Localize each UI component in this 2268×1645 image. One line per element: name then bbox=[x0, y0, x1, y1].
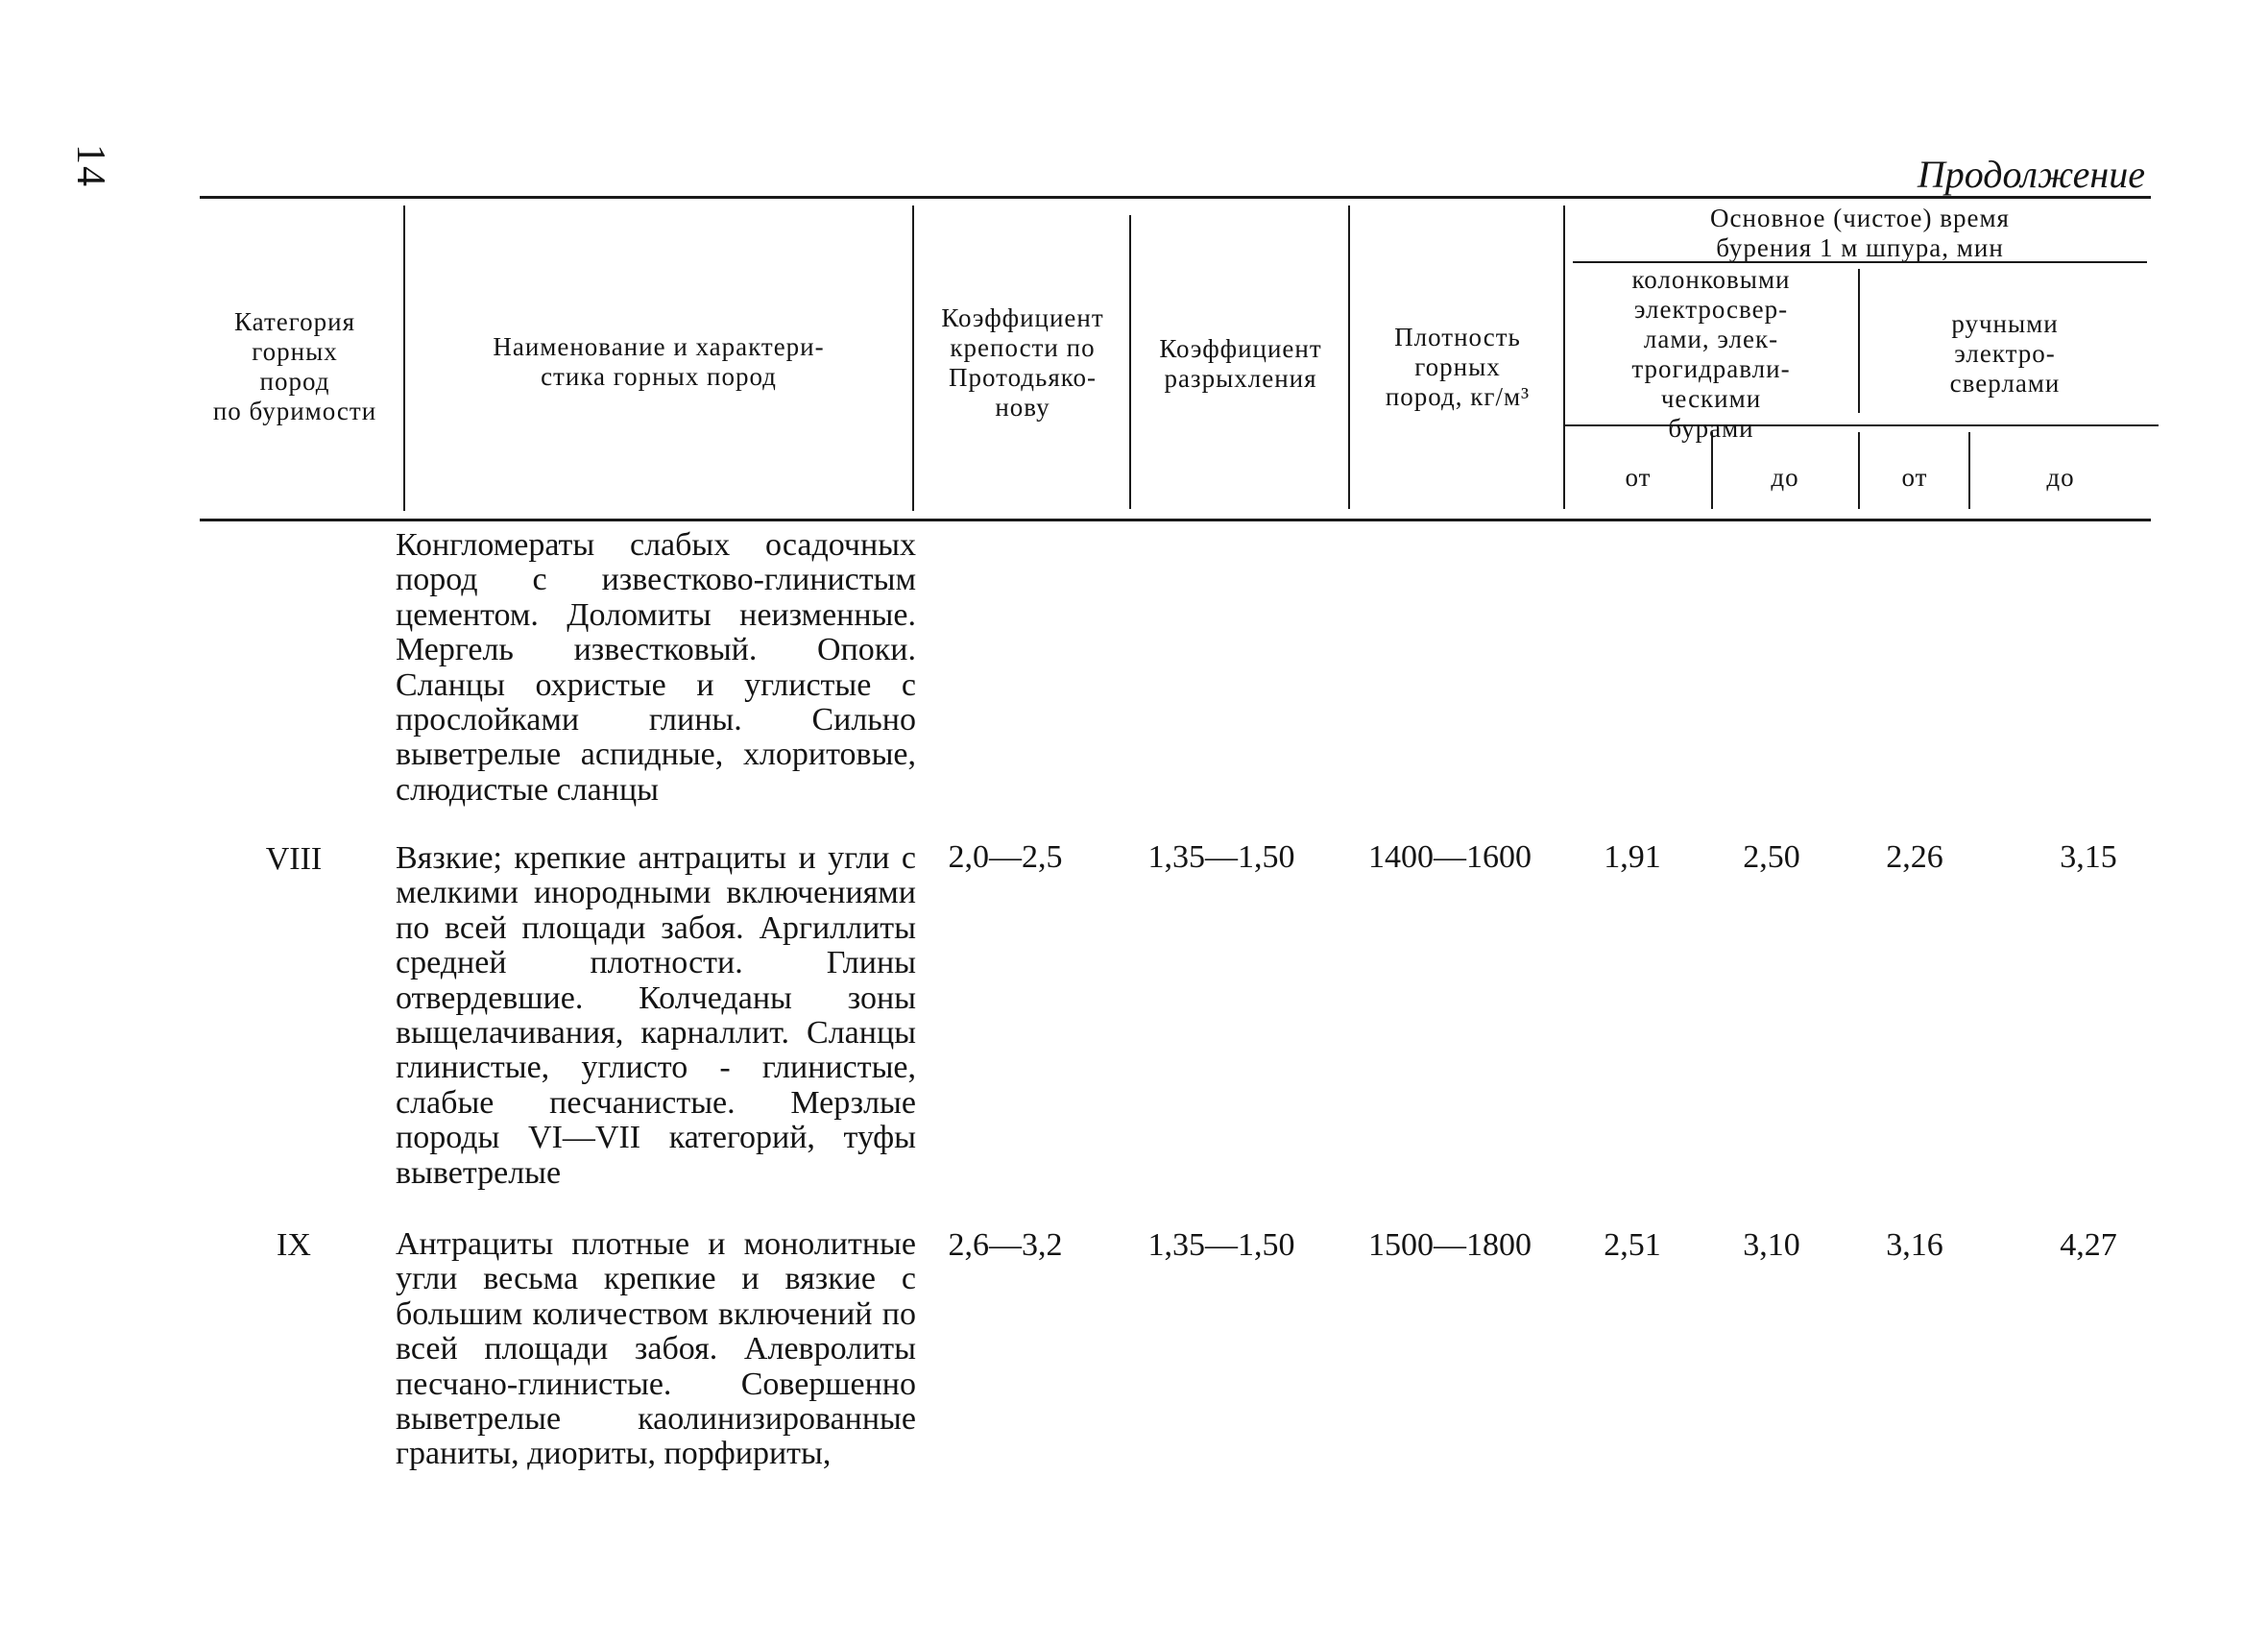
header-name: Наименование и характери- стика горных пород bbox=[493, 332, 825, 391]
header-drilling-time: Основное (чистое) время бурения 1 м шпура, мин bbox=[1710, 204, 2010, 262]
row-strength: 2,6—3,2 bbox=[948, 1227, 1063, 1263]
row-col-from: 1,91 bbox=[1604, 839, 1661, 875]
row-strength: 2,0—2,5 bbox=[948, 839, 1063, 875]
header-from-hand: от bbox=[1901, 463, 1928, 492]
row-hand-from: 3,16 bbox=[1886, 1227, 1943, 1263]
header-density: Плотность горных пород, кг/м³ bbox=[1385, 323, 1531, 411]
row-col-from: 2,51 bbox=[1604, 1227, 1661, 1263]
header-divider bbox=[1348, 206, 1350, 509]
row-col-to: 2,50 bbox=[1743, 839, 1800, 875]
row-loosening: 1,35—1,50 bbox=[1147, 1227, 1295, 1263]
row-density: 1500—1800 bbox=[1368, 1227, 1532, 1263]
header-divider bbox=[912, 206, 914, 511]
row-description: Конгломераты слабых осадочных пород с известково-глинистым цементом. Доломиты неизменные. Мергель известковый. Опоки. Сланцы охристые и углистые с прослойками глины. Сильно выветрелые аспидные, хлоритовые, слюдистые сланцы bbox=[396, 527, 916, 808]
row-hand-to: 4,27 bbox=[2060, 1227, 2117, 1263]
table-top-rule bbox=[200, 196, 2151, 199]
row-loosening: 1,35—1,50 bbox=[1147, 839, 1295, 875]
continuation-label: Продолжение bbox=[1917, 153, 2145, 196]
row-hand-to: 3,15 bbox=[2060, 839, 2117, 875]
row-hand-from: 2,26 bbox=[1886, 839, 1943, 875]
page-number: 14 bbox=[68, 144, 112, 188]
header-divider bbox=[1563, 206, 1565, 509]
row-description: Вязкие; крепкие антрациты и угли с мелкими инородными включениями по всей площади забоя. Аргиллиты средней плотности. Глины отвердевшие. Колчеданы зоны выщелачивания, карналлит. Сланцы глинистые, углисто - глинистые, слабые песчанистые. Мерзлые породы VI—VII категорий, туфы выветрелые bbox=[396, 840, 916, 1191]
header-divider bbox=[1858, 269, 1860, 413]
row-category: IX bbox=[277, 1227, 311, 1263]
row-col-to: 3,10 bbox=[1743, 1227, 1800, 1263]
header-loosening: Коэффициент разрыхления bbox=[1159, 334, 1322, 393]
row-category: VIII bbox=[265, 841, 323, 877]
header-divider bbox=[403, 206, 405, 511]
header-divider bbox=[1858, 432, 1860, 509]
row-description: Антрациты плотные и монолитные угли весьма крепкие и вязкие с большим количеством включений по всей площади забоя. Алевролиты песчано-глинистые. Совершенно выветрелые каолинизированные граниты, диориты, порфириты, bbox=[396, 1226, 916, 1472]
row-density: 1400—1600 bbox=[1368, 839, 1532, 875]
header-to-hand: до bbox=[2046, 463, 2075, 492]
header-strength: Коэффициент крепости по Протодьяко- нову bbox=[941, 303, 1104, 422]
header-category: Категория горных пород по буримости bbox=[212, 307, 377, 425]
header-column-drills: колонковыми электросвер- лами, элек- трогидравли- ческими бурами bbox=[1631, 265, 1791, 443]
header-hand-drills: ручными электро- сверлами bbox=[1949, 309, 2061, 398]
header-to-column: до bbox=[1771, 463, 1799, 492]
header-bottom-rule bbox=[200, 519, 2151, 521]
header-divider bbox=[1129, 215, 1131, 509]
header-from-column: от bbox=[1625, 463, 1652, 492]
